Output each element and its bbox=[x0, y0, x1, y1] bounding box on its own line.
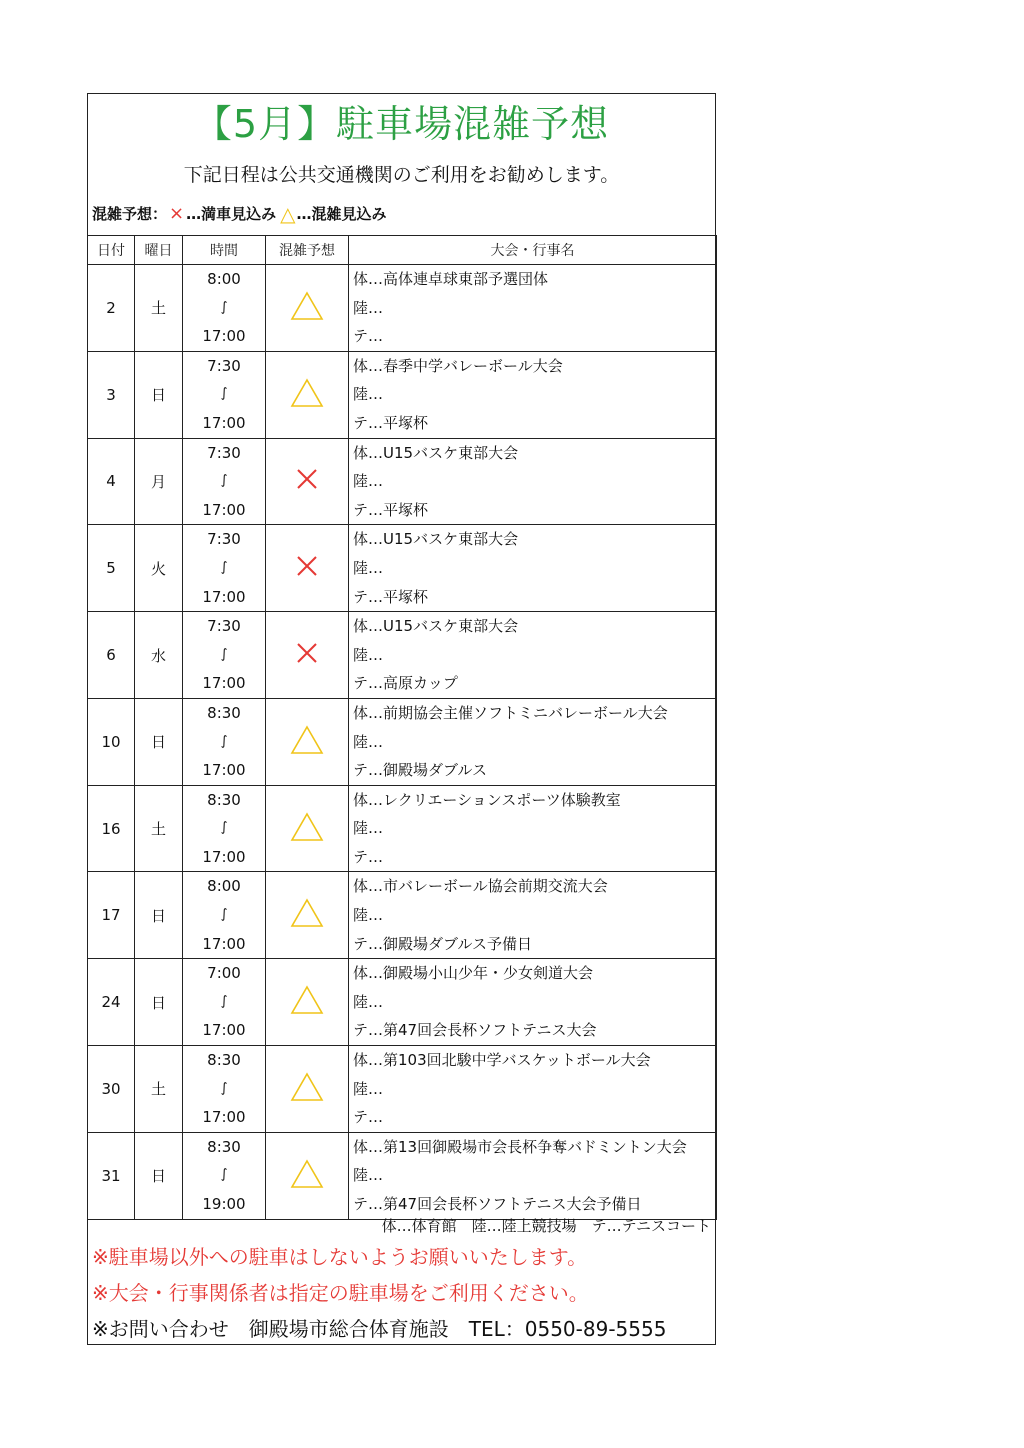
end-time: 17:00 bbox=[202, 674, 246, 693]
track-event: 陸… bbox=[353, 472, 384, 491]
date-cell: 4 bbox=[88, 438, 135, 525]
events-cell bbox=[349, 438, 717, 525]
gym-event: 体…第103回北駿中学バスケットボール大会 bbox=[353, 1051, 651, 1070]
tennis-event: テ…平塚杯 bbox=[353, 500, 429, 519]
time-cell bbox=[183, 525, 266, 612]
day-cell: 日 bbox=[135, 959, 183, 1046]
tennis-event: テ… bbox=[353, 1108, 384, 1127]
time-separator: ∫ bbox=[220, 1167, 228, 1183]
congestion-cell bbox=[266, 959, 349, 1046]
table-row bbox=[88, 265, 717, 352]
date-cell: 24 bbox=[88, 959, 135, 1046]
tennis-event: テ…御殿場ダブルス予備日 bbox=[353, 934, 532, 953]
congestion-cell bbox=[266, 1132, 349, 1219]
time-cell bbox=[183, 872, 266, 959]
gym-event: 体…御殿場小山少年・少女剣道大会 bbox=[353, 964, 594, 983]
time-cell bbox=[183, 698, 266, 785]
congestion-cell bbox=[266, 785, 349, 872]
triangle-icon bbox=[290, 985, 324, 1015]
time-separator: ∫ bbox=[220, 386, 228, 402]
start-time: 7:00 bbox=[207, 964, 241, 983]
start-time: 8:30 bbox=[207, 1051, 241, 1070]
parking-note: ※駐車場以外への駐車はしないようお願いいたします。 bbox=[92, 1245, 588, 1269]
events-cell bbox=[349, 872, 717, 959]
congestion-cell bbox=[266, 872, 349, 959]
column-header-time: 時間 bbox=[183, 236, 266, 265]
start-time: 8:00 bbox=[207, 877, 241, 896]
end-time: 17:00 bbox=[202, 1021, 246, 1040]
staff-parking-note: ※大会・行事関係者は指定の駐車場をご利用ください。 bbox=[92, 1281, 589, 1305]
congestion-cell bbox=[266, 525, 349, 612]
table-row bbox=[88, 1046, 717, 1133]
date-cell: 30 bbox=[88, 1046, 135, 1133]
congestion-cell bbox=[266, 612, 349, 699]
table-row bbox=[88, 525, 717, 612]
time-cell bbox=[183, 438, 266, 525]
gym-event: 体…市バレーボール協会前期交流大会 bbox=[353, 877, 608, 896]
time-cell bbox=[183, 265, 266, 352]
end-time: 17:00 bbox=[202, 587, 246, 606]
triangle-icon bbox=[290, 1159, 324, 1189]
triangle-icon bbox=[290, 291, 324, 321]
date-cell: 16 bbox=[88, 785, 135, 872]
events-cell bbox=[349, 612, 717, 699]
triangle-icon bbox=[290, 1072, 324, 1102]
time-cell bbox=[183, 351, 266, 438]
events-cell bbox=[349, 525, 717, 612]
congestion-cell bbox=[266, 698, 349, 785]
table-row bbox=[88, 872, 717, 959]
events-cell bbox=[349, 1046, 717, 1133]
cross-icon: × bbox=[169, 203, 185, 224]
day-cell: 土 bbox=[135, 265, 183, 352]
venue-legend: 体…体育館 陸…陸上競技場 テ…テニスコート bbox=[381, 1217, 711, 1235]
track-event: 陸… bbox=[353, 645, 384, 664]
legend-busy-label: …混雑見込み bbox=[296, 205, 387, 223]
start-time: 8:30 bbox=[207, 790, 241, 809]
track-event: 陸… bbox=[353, 385, 384, 404]
end-time: 17:00 bbox=[202, 1108, 246, 1127]
end-time: 17:00 bbox=[202, 934, 246, 953]
start-time: 7:30 bbox=[207, 617, 241, 636]
time-cell bbox=[183, 1132, 266, 1219]
time-cell bbox=[183, 1046, 266, 1133]
time-cell bbox=[183, 959, 266, 1046]
start-time: 8:00 bbox=[207, 270, 241, 288]
gym-event: 体…前期協会主催ソフトミニバレーボール大会 bbox=[353, 703, 668, 722]
events-cell bbox=[349, 1132, 717, 1219]
track-event: 陸… bbox=[353, 1166, 384, 1185]
table-row bbox=[88, 612, 717, 699]
cross-icon bbox=[295, 641, 319, 665]
end-time: 17:00 bbox=[202, 327, 246, 346]
gym-event: 体…レクリエーションスポーツ体験教室 bbox=[353, 790, 621, 809]
time-separator: ∫ bbox=[220, 993, 228, 1009]
tennis-event: テ…御殿場ダブルス bbox=[353, 761, 487, 780]
gym-event: 体…U15バスケ東部大会 bbox=[353, 617, 519, 636]
events-cell bbox=[349, 265, 717, 352]
date-cell: 3 bbox=[88, 351, 135, 438]
time-separator: ∫ bbox=[220, 733, 228, 749]
table-header-row bbox=[88, 236, 717, 265]
start-time: 7:30 bbox=[207, 530, 241, 549]
gym-event: 体…U15バスケ東部大会 bbox=[353, 530, 519, 549]
contact-note: ※お問い合わせ 御殿場市総合体育施設 TEL：0550-89-5555 bbox=[92, 1317, 667, 1341]
table-row bbox=[88, 959, 717, 1046]
day-cell: 土 bbox=[135, 785, 183, 872]
time-separator: ∫ bbox=[220, 299, 228, 315]
triangle-icon bbox=[290, 812, 324, 842]
time-cell bbox=[183, 612, 266, 699]
track-event: 陸… bbox=[353, 906, 384, 925]
triangle-icon bbox=[290, 378, 324, 408]
tennis-event: テ…平塚杯 bbox=[353, 413, 429, 432]
track-event: 陸… bbox=[353, 819, 384, 838]
day-cell: 水 bbox=[135, 612, 183, 699]
cross-icon bbox=[295, 467, 319, 491]
events-cell bbox=[349, 698, 717, 785]
tennis-event: テ… bbox=[353, 327, 384, 346]
day-cell: 日 bbox=[135, 1132, 183, 1219]
date-cell: 10 bbox=[88, 698, 135, 785]
date-cell: 31 bbox=[88, 1132, 135, 1219]
date-cell: 5 bbox=[88, 525, 135, 612]
gym-event: 体…第13回御殿場市会長杯争奪バドミントン大会 bbox=[353, 1137, 687, 1156]
column-header-date: 日付 bbox=[88, 236, 135, 265]
time-separator: ∫ bbox=[220, 1080, 228, 1096]
start-time: 8:30 bbox=[207, 1137, 241, 1156]
tennis-event: テ…高原カップ bbox=[353, 674, 458, 693]
date-cell: 6 bbox=[88, 612, 135, 699]
date-cell: 2 bbox=[88, 265, 135, 352]
day-cell: 土 bbox=[135, 1046, 183, 1133]
start-time: 8:30 bbox=[207, 703, 241, 722]
gym-event: 体…高体連卓球東部予選団体 bbox=[353, 270, 549, 288]
date-cell: 17 bbox=[88, 872, 135, 959]
table-row bbox=[88, 1132, 717, 1219]
time-separator: ∫ bbox=[220, 907, 228, 923]
gym-event: 体…U15バスケ東部大会 bbox=[353, 443, 519, 462]
tennis-event: テ…平塚杯 bbox=[353, 587, 429, 606]
schedule-sheet bbox=[87, 93, 716, 1345]
congestion-legend bbox=[92, 203, 387, 225]
tennis-event: テ… bbox=[353, 847, 384, 866]
end-time: 19:00 bbox=[202, 1195, 246, 1213]
events-cell bbox=[349, 785, 717, 872]
track-event: 陸… bbox=[353, 992, 384, 1011]
end-time: 17:00 bbox=[202, 413, 246, 432]
congestion-cell bbox=[266, 1046, 349, 1133]
track-event: 陸… bbox=[353, 298, 384, 317]
tennis-event: テ…第47回会長杯ソフトテニス大会予備日 bbox=[353, 1195, 642, 1213]
gym-event: 体…春季中学バレーボール大会 bbox=[353, 356, 563, 375]
tennis-event: テ…第47回会長杯ソフトテニス大会 bbox=[353, 1021, 597, 1040]
time-separator: ∫ bbox=[220, 820, 228, 836]
table-row bbox=[88, 351, 717, 438]
triangle-icon: △ bbox=[280, 202, 296, 226]
congestion-cell bbox=[266, 265, 349, 352]
day-cell: 月 bbox=[135, 438, 183, 525]
triangle-icon bbox=[290, 898, 324, 928]
page-title: 【5月】駐車場混雑予想 bbox=[193, 102, 610, 146]
start-time: 7:30 bbox=[207, 356, 241, 375]
day-cell: 日 bbox=[135, 698, 183, 785]
track-event: 陸… bbox=[353, 732, 384, 751]
time-separator: ∫ bbox=[220, 646, 228, 662]
column-header-events: 大会・行事名 bbox=[349, 236, 717, 265]
events-cell bbox=[349, 351, 717, 438]
track-event: 陸… bbox=[353, 1079, 384, 1098]
legend-prefix: 混雑予想： bbox=[92, 205, 168, 223]
column-header-congestion: 混雑予想 bbox=[266, 236, 349, 265]
triangle-icon bbox=[290, 725, 324, 755]
legend-full-label: …満車見込み bbox=[186, 205, 277, 223]
end-time: 17:00 bbox=[202, 500, 246, 519]
day-cell: 日 bbox=[135, 872, 183, 959]
table-row bbox=[88, 785, 717, 872]
day-cell: 火 bbox=[135, 525, 183, 612]
events-cell bbox=[349, 959, 717, 1046]
time-separator: ∫ bbox=[220, 559, 228, 575]
congestion-cell bbox=[266, 351, 349, 438]
track-event: 陸… bbox=[353, 558, 384, 577]
page-subtitle: 下記日程は公共交通機関のご利用をお勧めします。 bbox=[183, 164, 620, 186]
table-row bbox=[88, 438, 717, 525]
schedule-table bbox=[87, 235, 717, 1220]
column-header-day: 曜日 bbox=[135, 236, 183, 265]
table-row bbox=[88, 698, 717, 785]
cross-icon bbox=[295, 554, 319, 578]
time-separator: ∫ bbox=[220, 473, 228, 489]
congestion-cell bbox=[266, 438, 349, 525]
start-time: 7:30 bbox=[207, 443, 241, 462]
time-cell bbox=[183, 785, 266, 872]
day-cell: 日 bbox=[135, 351, 183, 438]
end-time: 17:00 bbox=[202, 847, 246, 866]
end-time: 17:00 bbox=[202, 761, 246, 780]
